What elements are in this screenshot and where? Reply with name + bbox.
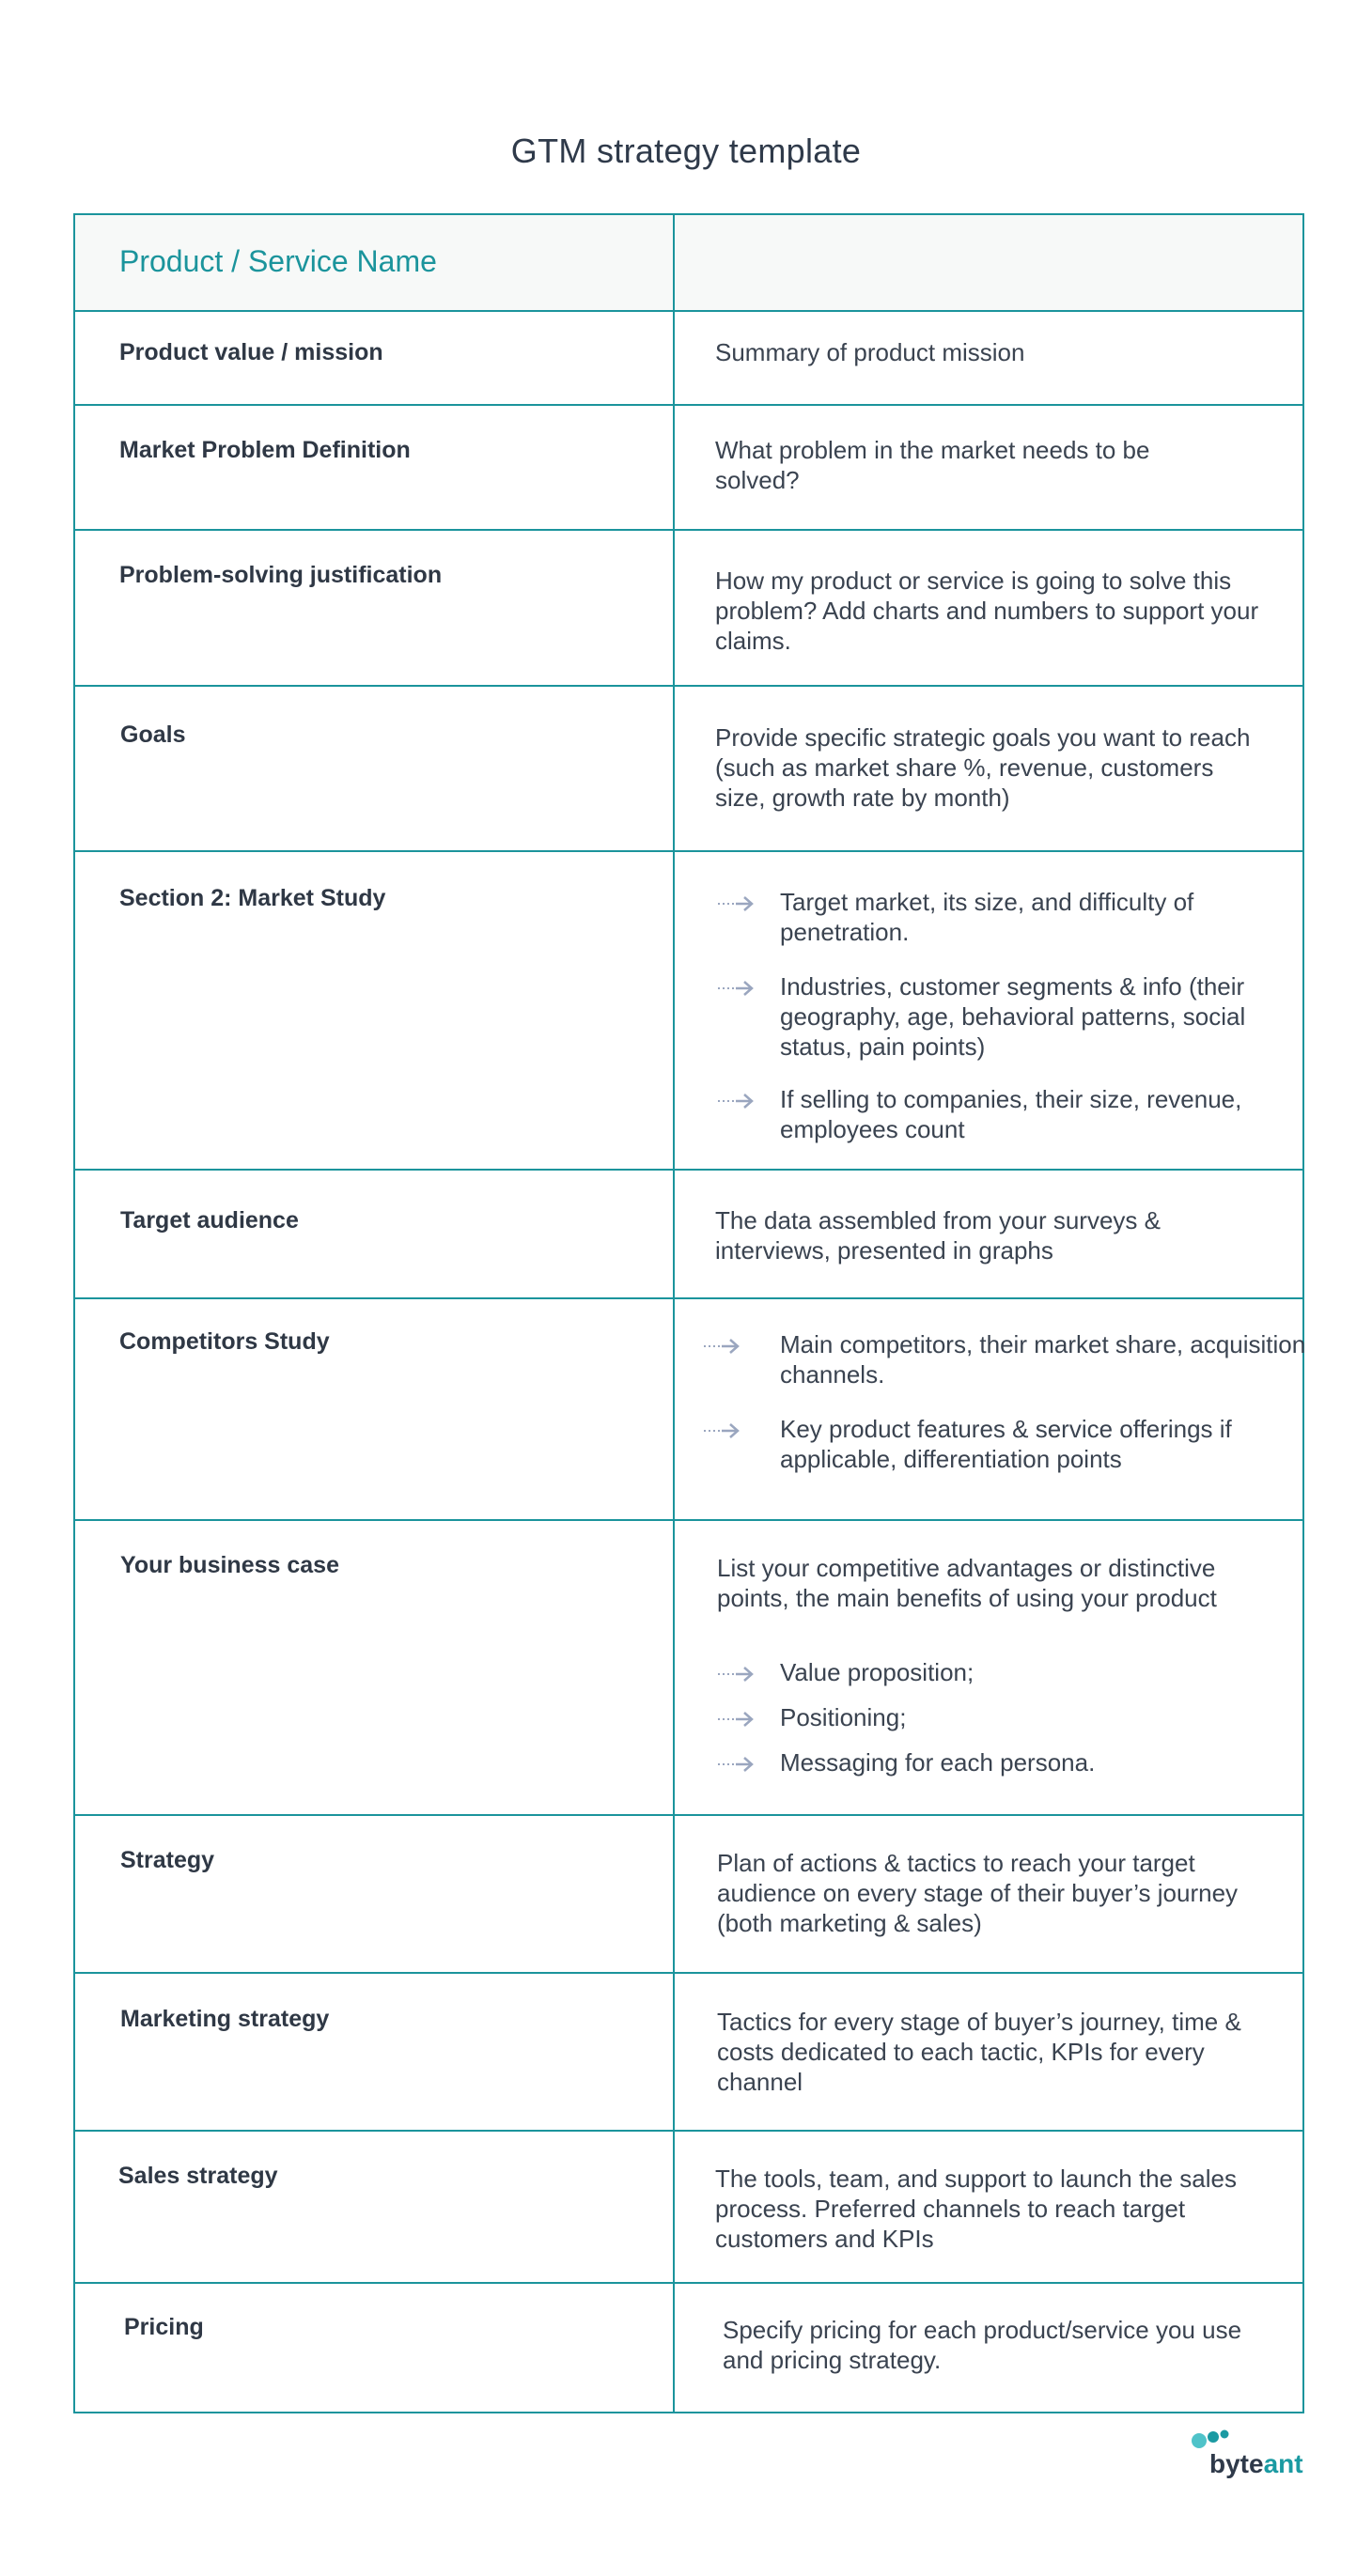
row-label: Strategy — [120, 1847, 215, 1873]
row-divider — [75, 310, 1302, 312]
logo-wordmark — [1209, 2449, 1303, 2479]
row-text: List your competitive advantages or distinctive points, the main benefits of using your product — [717, 1554, 1217, 1612]
bullet-text: Value proposition; — [780, 1658, 974, 1686]
bullet-text: Messaging for each persona. — [780, 1748, 1096, 1777]
row-divider — [75, 2130, 1302, 2132]
dotted-arrow-icon — [717, 1665, 755, 1684]
row-divider — [75, 1169, 1302, 1171]
row-text: Tactics for every stage of buyer’s journey, time & costs dedicated to each tactic, KPIs for every channel — [717, 2008, 1241, 2096]
row-label: Competitors Study — [119, 1328, 330, 1355]
bullet-text: If selling to companies, their size, revenue, employees count — [780, 1085, 1242, 1143]
row-divider — [75, 1814, 1302, 1816]
row-label: Pricing — [124, 2314, 204, 2340]
row-label: Goals — [120, 722, 186, 748]
logo-dots-icon — [1191, 2429, 1238, 2449]
byteant-logo — [1189, 2429, 1306, 2478]
row-divider — [75, 529, 1302, 531]
bullet-text: Positioning; — [780, 1703, 907, 1731]
row-divider — [75, 1297, 1302, 1299]
row-label: Problem-solving justification — [119, 562, 443, 588]
row-text: Plan of actions & tactics to reach your target audience on every stage of their buyer’s journey (both marketing & sales) — [717, 1849, 1239, 1937]
dotted-arrow-icon — [717, 1710, 755, 1729]
row-text: What problem in the market needs to be solved? — [715, 436, 1150, 494]
header-title: Product / Service Name — [119, 244, 437, 278]
dotted-arrow-icon — [717, 1092, 755, 1110]
row-label: Market Problem Definition — [119, 437, 411, 463]
row-text: The data assembled from your surveys & interviews, presented in graphs — [715, 1206, 1161, 1265]
row-text: How my product or service is going to solve this problem? Add charts and numbers to support your claims. — [715, 566, 1259, 655]
logo-prefix: byte — [1209, 2449, 1264, 2478]
dotted-arrow-icon — [717, 1755, 755, 1774]
row-divider — [75, 1519, 1302, 1521]
bullet-text: Main competitors, their market share, acquisition channels. — [780, 1330, 1306, 1389]
row-label: Target audience — [120, 1207, 299, 1234]
row-divider — [75, 2282, 1302, 2284]
row-divider — [75, 685, 1302, 687]
column-divider — [673, 215, 675, 2412]
row-label: Sales strategy — [118, 2163, 278, 2189]
row-divider — [75, 850, 1302, 852]
row-text: Provide specific strategic goals you want to reach (such as market share %, revenue, customers size, growth rate by month) — [715, 723, 1251, 812]
row-label: Section 2: Market Study — [119, 885, 386, 911]
row-text: Specify pricing for each product/service you use and pricing strategy. — [723, 2316, 1242, 2374]
row-divider — [75, 1972, 1302, 1974]
row-text: The tools, team, and support to launch the sales process. Preferred channels to reach target customers and KPIs — [715, 2165, 1238, 2253]
row-label: Product value / mission — [119, 339, 383, 365]
logo-suffix: ant — [1263, 2449, 1303, 2478]
bullet-text: Target market, its size, and difficulty of penetration. — [780, 888, 1194, 946]
page-title: GTM strategy template — [510, 132, 862, 170]
gtm-table — [73, 213, 1304, 2413]
bullet-text: Industries, customer segments & info (their geography, age, behavioral patterns, social status, pain points) — [780, 972, 1246, 1061]
bullet-text: Key product features & service offerings if applicable, differentiation points — [780, 1415, 1232, 1473]
row-label: Marketing strategy — [120, 2006, 330, 2032]
row-text: Summary of product mission — [715, 338, 1025, 366]
dotted-arrow-icon — [703, 1421, 741, 1440]
dotted-arrow-icon — [717, 979, 755, 998]
row-divider — [75, 404, 1302, 406]
row-label: Your business case — [120, 1552, 339, 1578]
dotted-arrow-icon — [717, 894, 755, 913]
dotted-arrow-icon — [703, 1337, 741, 1356]
